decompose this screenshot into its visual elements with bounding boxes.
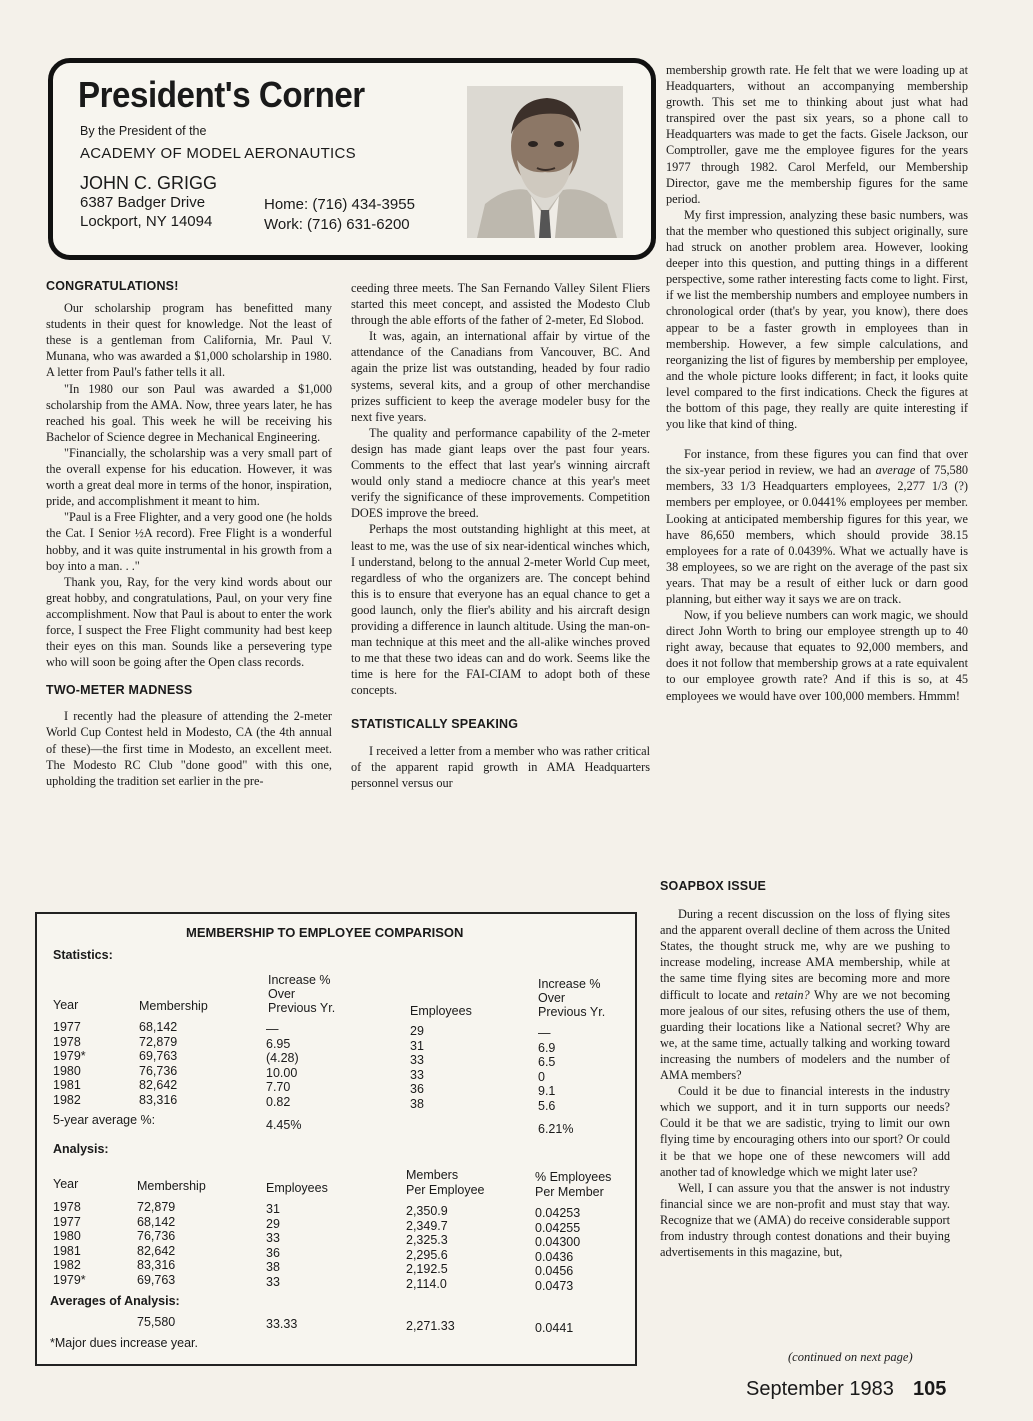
analysis-header-members-per-employee-2: Per Employee — [406, 1183, 485, 1197]
analysis-years-col — [53, 1200, 86, 1288]
table-cell: 0.0436 — [535, 1249, 574, 1264]
paragraph: It was, again, an international affair by virtue of the attendance of the Canadians from Vancouver, BC. And again the prize list was outstanding, headed by four radio systems, several kits, and a group of other merchandise prizes sufficient to keep the average modeler busy for the next five years. — [351, 329, 650, 424]
column-left — [46, 272, 332, 789]
table-cell: 2,349.7 — [406, 1218, 448, 1233]
table-cell: 2,114.0 — [406, 1276, 447, 1291]
paragraph: The quality and performance capability of the 2-meter design has made giant leaps over the past four years. Comments to the effect that last year's winning aircraft would only stand a mediocre chance at this year's meet verify the significance of these improvements. Competition DOES improve the breed. — [351, 425, 650, 521]
statistics-label: Statistics: — [53, 948, 113, 962]
table-cell: 31 — [266, 1202, 280, 1216]
analysis-employees-per-member-col — [535, 1206, 580, 1294]
table-cell: 33 — [410, 1053, 424, 1068]
table-cell: 83,316 — [137, 1258, 176, 1273]
table-cell: 76,736 — [139, 1063, 178, 1078]
table-cell: 33 — [266, 1231, 280, 1246]
col-header-emp-increase-1: Increase % — [538, 977, 601, 991]
heading-two-meter-madness: TWO-METER MADNESS — [46, 683, 193, 698]
heading-soapbox-issue: SOAPBOX ISSUE — [660, 879, 767, 893]
heading-statistically-speaking: STATISTICALLY SPEAKING — [351, 717, 519, 732]
paragraph: I recently had the pleasure of attending the 2-meter World Cup Contest held in Modesto, CA (the 4th annual of these)—the first time in Modesto, an excellent meet. The Modesto RC Club "done good" with this one, upholding the tradition set earlier in the pre- — [46, 709, 332, 788]
analysis-label: Analysis: — [53, 1142, 109, 1156]
paragraph: Thank you, Ray, for the very kind words about our great hobby, and congratulations, Paul, on your very fine accomplishment. Now that Paul is about to enter the work force, I suspect the Free Flight community had best keep their eyes on this man. Sounds like a persevering type who will soon be going after the Open class records. — [46, 574, 332, 670]
analysis-members-per-employee-col — [406, 1204, 448, 1292]
table-cell: 0.04300 — [535, 1235, 581, 1250]
table-cell: 82,642 — [139, 1078, 178, 1093]
table-title: MEMBERSHIP TO EMPLOYEE COMPARISON — [186, 925, 464, 940]
table-cell: 33 — [266, 1274, 280, 1289]
address-line-2: Lockport, NY 14094 — [80, 213, 213, 230]
table-cell: 1980 — [53, 1229, 81, 1244]
five-year-average-membership: 4.45% — [266, 1118, 302, 1132]
table-cell: 1980 — [53, 1063, 81, 1078]
paragraph: "In 1980 our son Paul was awarded a $1,000 scholarship from the AMA. Now, three years later, he has reached his goal. This week he will be receiving his Bachelor of Science degree in Mechanical Engineering. — [46, 381, 332, 444]
table-cell: 6.95 — [266, 1036, 291, 1051]
paragraph: Could it be due to financial interests in the industry which we support, and it in turn supports our needs? Could it be that we are sadistic, trying to limit our own flying time by encouraging others into our sport? Or could it be that we hope one of these newcomers will add another tad of knowledge which we might later use? — [660, 1084, 950, 1179]
stats-emp-increase-col — [538, 1026, 555, 1114]
table-cell: 10.00 — [266, 1065, 298, 1080]
text-run: of 75,580 members, 33 1/3 Headquarters employees, 2,277 1/3 (?) members per employee, or 0.0441% employees per member. Looking at anticipated membership figures for this year, we have 86,650 members, which should provide 38.15 employees for a rate of 0.0439%. What we actually have is 38 employees, so we are right on the average of the past six years. That may be a result of either luck or darn good planning, but either way it says we are on track. — [666, 463, 968, 606]
paragraph: Now, if you believe numbers can work magic, we should direct John Worth to bring our employee strength up to 40 right away, because that equates to 92,000 members, and does it not follow that membership grows at a rate equivalent to our employee growth rate? And if this is so, at 45 employees we would have over 100,000 members. Hmmm! — [666, 608, 968, 703]
table-cell: 82,642 — [137, 1243, 176, 1258]
table-cell: 1978 — [53, 1034, 81, 1049]
text-run: For instance, from these figures you can find that over the six-year period in review, we had an — [666, 447, 968, 478]
by-line: By the President of the — [80, 124, 207, 138]
col-header-employees: Employees — [410, 1004, 472, 1018]
paragraph: "Financially, the scholarship was a very small part of the overall expense for his education. However, it was worth a great deal more in terms of the honor, inspiration, pride, and accomplishment it meant to him. — [46, 445, 332, 509]
work-phone: Work: (716) 631-6200 — [264, 216, 410, 233]
table-cell: 69,763 — [137, 1272, 176, 1287]
continued-note: (continued on next page) — [788, 1350, 913, 1364]
analysis-header-year: Year — [53, 1177, 79, 1191]
table-cell: 0.0473 — [535, 1278, 574, 1293]
table-cell: 1981 — [53, 1078, 81, 1093]
table-cell: 68,142 — [139, 1020, 178, 1034]
five-year-average-label: 5-year average %: — [53, 1113, 156, 1127]
analysis-header-employees: Employees — [266, 1181, 328, 1195]
president-portrait-photo — [467, 86, 623, 238]
paragraph — [666, 446, 968, 607]
col-header-increase-1: Increase % — [268, 973, 331, 987]
col-header-year: Year — [53, 998, 79, 1012]
table-cell: 2,295.6 — [406, 1247, 448, 1262]
table-cell: 72,879 — [137, 1200, 176, 1214]
table-cell: (4.28) — [266, 1051, 299, 1066]
table-cell: 29 — [266, 1216, 280, 1231]
paragraph: Our scholarship program has benefitted many students in their quest for knowledge. Not the least of these is a gentleman from California, Mr. Paul V. Munana, who was awarded a $1,000 scholarship in 1980. A letter from Paul's father tells it all. — [46, 301, 332, 380]
table-cell: 1982 — [53, 1258, 81, 1273]
table-cell: 1977 — [53, 1020, 81, 1034]
average-members-per-employee: 2,271.33 — [406, 1319, 455, 1333]
table-cell: 38 — [266, 1260, 280, 1275]
col-header-increase-3: Previous Yr. — [268, 1001, 336, 1015]
text-run: During a recent discussion on the loss of flying sites and the apparent overall decline of them across the United States, the thought struck me, why are we pushing to increase modeling, increase AMA membership, while at the same time flying sites are becoming more and more difficult to locate and — [660, 907, 950, 1002]
table-cell: 9.1 — [538, 1084, 556, 1099]
table-cell: 2,192.5 — [406, 1262, 448, 1277]
five-year-average-employees: 6.21% — [538, 1122, 574, 1136]
table-cell: 1982 — [53, 1092, 81, 1107]
paragraph: membership growth rate. He felt that we were loading up at Headquarters, without an accompanying membership growth. This set me to thinking about just what had transpired over the past six years, so a phone call to Headquarters was made to get the facts. Gisele Jackson, our Comptroller, gave me the employee figures for the years 1977 through 1982. Carol Merfeld, our Membership Director, gave me the membership figures for the same period. — [666, 63, 968, 206]
paragraph: I received a letter from a member who was rather critical of the apparent rapid growth in AMA Headquarters personnel versus our — [351, 743, 650, 790]
stats-increase-col — [266, 1022, 299, 1110]
average-membership: 75,580 — [137, 1315, 176, 1329]
table-cell: 2,325.3 — [406, 1233, 448, 1248]
paragraph: ceeding three meets. The San Fernando Valley Silent Fliers started this meet concept, and assisted the Modesto Club through the able efforts of the father of 2-meter, Ed Slobod. — [351, 281, 650, 328]
table-footnote: *Major dues increase year. — [50, 1336, 198, 1350]
table-cell: 76,736 — [137, 1229, 176, 1244]
table-cell: 5.6 — [538, 1098, 556, 1113]
stats-membership-col — [139, 1020, 177, 1108]
table-cell: 29 — [410, 1024, 424, 1038]
table-cell: 1979* — [53, 1272, 86, 1287]
table-cell: 31 — [410, 1038, 424, 1053]
table-cell: 7.70 — [266, 1080, 291, 1095]
analysis-header-employees-per-member-1: % Employees — [535, 1170, 612, 1184]
table-cell: 6.9 — [538, 1040, 556, 1055]
table-cell: 69,763 — [139, 1049, 178, 1064]
table-cell: 0 — [538, 1069, 545, 1084]
table-cell: 68,142 — [137, 1214, 176, 1229]
table-cell: 36 — [266, 1245, 280, 1260]
analysis-membership-col — [137, 1200, 175, 1288]
table-cell: 0.0456 — [535, 1264, 574, 1279]
heading-congratulations: CONGRATULATIONS! — [46, 279, 179, 293]
paragraph: Well, I can assure you that the answer is not industry financial since we are non-profit and must stay that way. Recognize that we (AMA) do receive considerable support from industry through contest donations and their buying advertisements in this magazine, but, — [660, 1180, 950, 1260]
stats-employees-col — [410, 1024, 424, 1112]
table-cell: 1978 — [53, 1200, 81, 1214]
emphasis-retain: retain? — [774, 987, 810, 1002]
president-name: JOHN C. GRIGG — [80, 173, 218, 193]
col-header-emp-increase-3: Previous Yr. — [538, 1005, 606, 1019]
table-cell: 0.04253 — [535, 1206, 581, 1220]
paragraph: Perhaps the most outstanding highlight at this meet, at least to me, was the use of six near-identical winches which, I understand, belong to the annual 2-meter World Cup meet, regardless of who the organizers are. The concept behind this is to ensure that everyone has an equal chance to get a good launch, only the flier's ability and his aircraft design providing a difference in launch altitude. Using the man-on-man technique at this meet and the all-alike winches proved to me that these two ideas can and do work. Seems like the time is here for the FAI-CIAM to adopt both of these concepts. — [351, 522, 650, 698]
average-employees: 33.33 — [266, 1317, 298, 1331]
column-middle — [351, 280, 650, 791]
column-title: President's Corner — [78, 74, 365, 115]
stats-years-col — [53, 1020, 86, 1108]
average-employees-per-member: 0.0441 — [535, 1321, 574, 1335]
table-cell: 36 — [410, 1082, 424, 1097]
table-cell: 2,350.9 — [406, 1204, 448, 1218]
col-header-increase-2: Over — [268, 987, 296, 1001]
text-run: Why are we not becoming more jealous of our sites, refusing others the use of them, guarding their locations like a National secret? Why are we, at the same time, actually talking and working toward increasing the numbers of modelers and the number of AMA members? — [660, 987, 950, 1083]
paragraph — [660, 906, 950, 1083]
col-header-membership: Membership — [139, 999, 208, 1013]
table-cell: 38 — [410, 1096, 424, 1111]
table-cell: 1979* — [53, 1049, 86, 1064]
analysis-header-membership: Membership — [137, 1179, 206, 1193]
column-right-lower — [660, 878, 950, 1260]
table-cell: 1981 — [53, 1243, 81, 1258]
paragraph: "Paul is a Free Flighter, and a very good one (he holds the Cat. I Senior ½A record). Free Flight is a wonderful hobby, and it was quite instrumental in his growth from a boy into a man. . ." — [46, 510, 332, 573]
organization-name: ACADEMY OF MODEL AERONAUTICS — [80, 145, 356, 162]
table-cell: 33 — [410, 1067, 424, 1082]
column-right — [666, 62, 968, 704]
paragraph: My first impression, analyzing these basic numbers, was that the member who questioned this subject originally, sure had struck on another problem area. However, looking deeper into this question, and putting things in a different perspective, some rather interesting facts come to light. First, if we list the membership numbers and employee numbers in chronological order (that's by year, you know), there does appear to be a faster growth in employees than in membership. However, a few simple calculations, and reorganizing the list of figures by membership per employee, and the whole picture looks different; in fact, it looks quite level compared to the first indications. Check the figures at the bottom of this page, they really are quite interesting if you like that kind of thing. — [666, 207, 968, 432]
issue-date: September 1983 — [746, 1378, 894, 1400]
averages-label: Averages of Analysis: — [50, 1294, 180, 1308]
table-cell: — — [266, 1022, 279, 1036]
table-cell: 0.04255 — [535, 1220, 581, 1235]
page-number: 105 — [913, 1378, 947, 1400]
address-line-1: 6387 Badger Drive — [80, 194, 206, 211]
table-cell: 0.82 — [266, 1094, 291, 1109]
table-cell: 1977 — [53, 1214, 81, 1229]
table-cell: — — [538, 1026, 551, 1040]
table-cell: 72,879 — [139, 1034, 178, 1049]
analysis-header-members-per-employee-1: Members — [406, 1168, 459, 1182]
analysis-employees-col — [266, 1202, 280, 1290]
emphasis-average: average — [875, 463, 916, 478]
col-header-emp-increase-2: Over — [538, 991, 566, 1005]
table-cell: 83,316 — [139, 1092, 178, 1107]
home-phone: Home: (716) 434-3955 — [264, 196, 415, 213]
analysis-header-employees-per-member-2: Per Member — [535, 1185, 604, 1199]
table-cell: 6.5 — [538, 1055, 556, 1070]
